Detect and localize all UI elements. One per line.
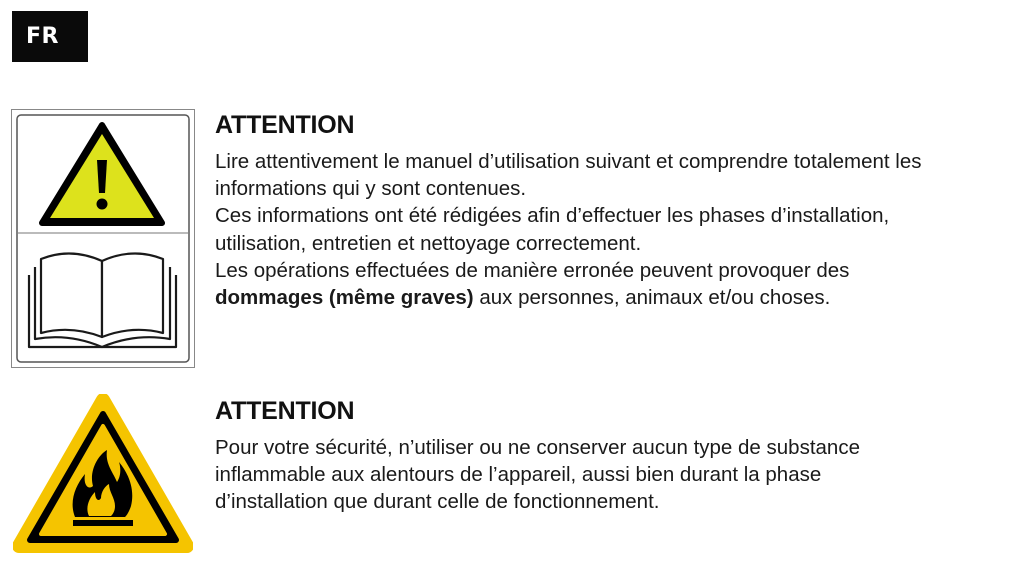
text-line: utilisation, entretien et nettoyage correctement. — [215, 231, 642, 255]
text-line: inflammable aux alentours de l’appareil, aussi bien durant la phase — [215, 463, 822, 487]
text-line: informations qui y sont contenues. — [215, 177, 527, 201]
manual-warning-section — [215, 110, 1033, 311]
bold-emphasis: dommages (même graves) — [215, 286, 474, 310]
text-line: Les opérations effectuées de manière erronée peuvent provoquer des — [215, 258, 850, 282]
text-line: d’installation que durant celle de fonctionnement. — [215, 490, 660, 514]
flammable-flame-icon — [19, 400, 187, 546]
section-paragraph — [215, 434, 1033, 516]
language-badge: FR — [12, 11, 88, 62]
flammable-sign — [13, 394, 193, 559]
section-heading: ATTENTION — [215, 111, 355, 139]
text-line: aux personnes, animaux et/ou choses. — [473, 286, 831, 310]
section-paragraph — [215, 148, 1033, 311]
read-manual-sign — [11, 109, 195, 368]
section-heading: ATTENTION — [215, 397, 355, 425]
text-line: Lire attentivement le manuel d’utilisation suivant et comprendre totalement les — [215, 150, 922, 173]
text-line: Ces informations ont été rédigées afin d’effectuer les phases d’installation, — [215, 204, 890, 228]
text-line: Pour votre sécurité, n’utiliser ou ne conserver aucun type de substance — [215, 436, 860, 459]
flammable-warning-section — [215, 396, 1033, 516]
